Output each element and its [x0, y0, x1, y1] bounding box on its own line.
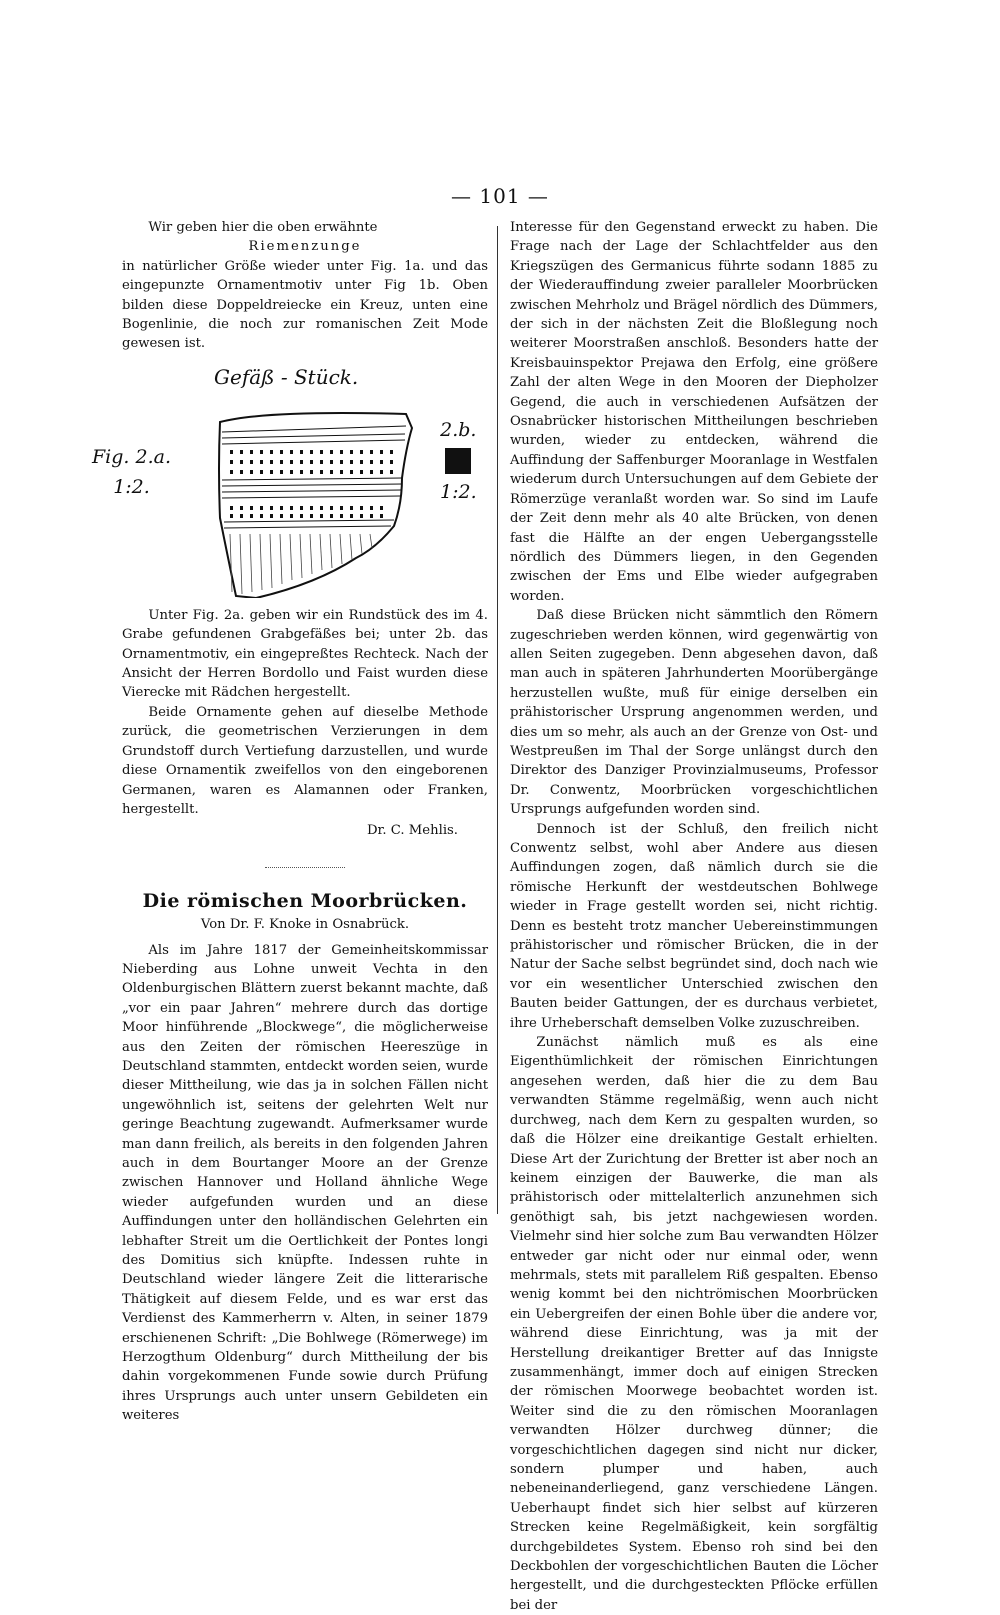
- section-separator: [265, 867, 345, 868]
- figure-description-paragraph: Unter Fig. 2a. geben wir ein Rundstück des im 4. Grabe gefundenen Grabgefäßes bei; unter 2b. das Ornamentmotiv, ein eingepreßtes Rechteck. Nach der Ansicht der Herren Bordollo und Faist wurden diese Vierecke mit Rädchen hergestellt.: [122, 607, 488, 701]
- pottery-figure: [92, 364, 488, 598]
- article-byline: Von Dr. F. Knoke in Osnabrück.: [200, 917, 410, 933]
- right-paragraph-1: Interesse für den Gegenstand erweckt zu haben. Die Frage nach der Lage der Schlachtfelder aus den Kriegszügen des Germanicus führte sodann 1885 zu der Wiederauffindung zweier paralleler Moorbrücken zwischen Mehrholz und Brägel nördlich des Dümmers, der sich in der nächsten Zeit die Bloßlegung noch weiterer Moorstraßen anschloß. Besonders hatte der Kreisbauinspektor Prejawa den Erfolg, eine größere Zahl der alten Wege in den Mooren der Diepholzer Gegend, die auch in verschiedenen Aufsätzen der Osnabrücker historischen Mittheilungen beschrieben wurden, wieder zu entdecken, während die Auffindung der Saffenburger Mooranlage in Westfalen wiederum durch Untersuchungen auf dem Gebiete der Römerzüge veranlaßt worden war. So sind im Laufe der Zeit denn mehr als 40 alte Brücken, von denen fast die Hälfte an der engen Uebergangsstelle nördlich des Dümmers liegen, in den Gegenden zwischen der Ems und Elbe wieder aufgegraben worden.: [510, 220, 878, 604]
- intro-paragraph: in natürlicher Größe wieder unter Fig. 1a. und das eingepunzte Ornamentmotiv unter Fig 1b. Oben bilden diese Doppeldreiecke ein Kreuz, unten eine Bogenlinie, die noch zur romanischen Zeit Mode gewesen ist.: [122, 258, 488, 352]
- right-paragraph-4: Zunächst nämlich muß es als eine Eigenthümlichkeit der römischen Einrichtungen angesehen werden, daß hier die zu dem Bau verwandten Stämme regelmäßig, wenn auch nicht durchweg, nach dem Kern zu gespalten wurden, so daß die Hölzer eine dreikantige Gestalt erhielten. Diese Art der Zurichtung der Bretter ist aber noch an keinem einzigen der Bauwerke, die man als prähistorisch oder mittelalterlich anzunehmen sich genöthigt sah, bis jetzt nachgewiesen worden. Vielmehr sind hier solche zum Bau verwandten Hölzer entweder gar nicht oder nur einmal oder, wenn mehrmals, stets mit parallelem Riß gespalten. Ebenso wenig kommt bei den nichtrömischen Moorbrücken ein Uebergreifen der einen Bohle über die andere vor, während diese Einrichtung, was ja mit der Herstellung dreikantiger Bretter auf das Innigste zusammenhängt, immer doch auf einigen Strecken der römischen Moorwege beobachtet worden ist. Weiter sind die zu den römischen Mooranlagen verwandten Hölzer durchweg dünner; die vorgeschichtlichen dagegen sind nicht nur dicker, sondern plumper und haben, auch nebeneinanderliegend, ganz verschiedene Längen. Ueberhaupt findet sich hier selbst auf kürzeren Strecken keine Regelmäßigkeit, kein sorgfältig durchgebildetes System. Ebenso roh sind bei den Deckbohlen der vorgeschichtlichen Bauten die Löcher hergestellt, und die durchgesteckten Pflöcke erfüllen bei der: [510, 1035, 878, 1613]
- intro-spaced-term: Riemenzunge: [248, 239, 362, 255]
- fig-2a-label: Fig. 2.a.: [92, 445, 171, 468]
- figure-right-label: [440, 416, 477, 506]
- fig-2b-label: 2.b.: [440, 418, 477, 441]
- rectangle-ornament-icon: [445, 448, 471, 474]
- pottery-sherd-drawing: [206, 408, 422, 598]
- figure-title: Gefäß - Stück.: [214, 364, 359, 389]
- figure-left-label: [92, 442, 171, 502]
- column-divider: [497, 226, 498, 1214]
- left-column: [92, 218, 488, 1426]
- page-number: — 101 —: [451, 184, 549, 208]
- right-paragraph-2: Daß diese Brücken nicht sämmtlich den Römern zugeschrieben werden können, wird gegenwärtig von allen Seiten zugegeben. Denn abgesehen davon, daß man auch in späteren Jahrhunderten Moorübergänge herzustellen wußte, muß für einige derselben ein prähistorischer Ursprung angenommen werden, und dies um so mehr, als auch an der Grenze von Ost- und Westpreußen im Thal der Sorge unlängst durch den Direktor des Danziger Provinzialmuseums, Professor Dr. Conwentz, Moorbrücken vorgeschichtlichen Ursprungs aufgefunden worden sind.: [510, 608, 878, 818]
- fig-2b-scale: 1:2.: [440, 480, 477, 503]
- article-title: Die römischen Moorbrücken.: [142, 889, 468, 912]
- article-paragraph: Als im Jahre 1817 der Gemeinheitskommissar Nieberding aus Lohne unweit Vechta in den Oldenburgischen Blättern zuerst bekannt machte, daß „vor ein paar Jahren“ mehrere durch das dortige Moor hinführende „Blockwege“, die möglicherweise aus den Zeiten der römischen Heereszüge in Deutschland stammten, entdeckt worden seien, wurde dieser Mittheilung, wie das ja in solchen Fällen nicht ungewöhnlich ist, seitens der gelehrten Welt nur geringe Beachtung zugewandt. Aufmerksamer wurde man dann freilich, als bereits in den folgenden Jahren auch in dem Bourtanger Moore an der Grenze zwischen Hannover und Holland ähnliche Wege wieder aufgefunden wurden und an diese Auffindungen unter den holländischen Gelehrten ein lebhafter Streit um die Oertlichkeit der Pontes longi des Domitius sich knüpfte. Indessen ruhte in Deutschland wieder längere Zeit die litterarische Thätigkeit auf diesem Felde, und es war erst das Verdienst des Kammerherrn v. Alten, in seiner 1879 erschienenen Schrift: „Die Bohlwege (Römerwege) im Herzogthum Oldenburg“ durch Mittheilung der bis dahin vorgekommenen Funde sowie durch Prüfung ihres Ursprungs auch unter unsern Gebildeten ein weiteres: [122, 942, 488, 1424]
- right-paragraph-3: Dennoch ist der Schluß, den freilich nicht Conwentz selbst, wohl aber Andere aus diesen Auffindungen zogen, daß nämlich durch sie die römische Herkunft der westdeutschen Bohlwege wieder in Frage gestellt worden sei, nicht richtig. Denn es besteht trotz mancher Uebereinstimmungen prähistorischer und römischer Brücken, die in der Natur der Sache selbst begründet sind, doch nach wie vor ein wesentlicher Unterschied zwischen den Bauten beider Gattungen, der es durchaus verbietet, ihre Urheberschaft demselben Volke zuzuschreiben.: [510, 821, 878, 1031]
- right-column: [510, 218, 878, 1615]
- method-paragraph: Beide Ornamente gehen auf dieselbe Methode zurück, die geometrischen Verzierungen in dem Grundstoff durch Vertiefung darzustellen, und wurde diese Ornamentik zweifellos von den eingeborenen Germanen, waren es Alamannen oder Franken, hergestellt.: [122, 704, 488, 817]
- intro-line: Wir geben hier die oben erwähnte: [148, 220, 378, 235]
- author-signature: Dr. C. Mehlis.: [366, 823, 458, 839]
- fig-2a-scale: 1:2.: [113, 475, 150, 498]
